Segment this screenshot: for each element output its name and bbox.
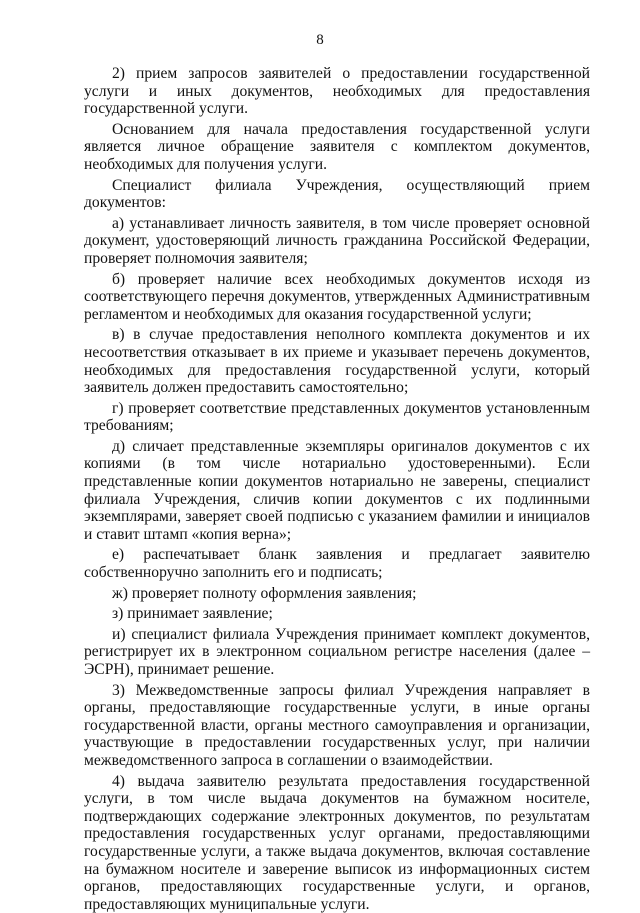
paragraph-item-3-interagency: 3) Межведомственные запросы филиал Учреждения направляет в органы, предоставляющие государственные услуги, в иные органы государственной власти, органы местного самоуправления и организации, участвующие в предоставлении государственных услуг, при наличии межведомственного запроса в соглашении о взаимодействии. xyxy=(84,681,590,769)
paragraph-basis: Основанием для начала предоставления государственной услуги является личное обращение заявителя с комплектом документов, необходимых для получения услуги. xyxy=(84,120,590,173)
document-body xyxy=(84,65,590,913)
paragraph-item-i: и) специалист филиала Учреждения принимает комплект документов, регистрирует их в электронном социальном регистре населения (далее – ЭСРН), принимает решение. xyxy=(84,625,590,678)
paragraph-item-g: г) проверяет соответствие представленных документов установленным требованиям; xyxy=(84,399,590,435)
paragraph-item-e: е) распечатывает бланк заявления и предлагает заявителю собственноручно заполнить его и подписать; xyxy=(84,546,590,582)
paragraph-item-v: в) в случае предоставления неполного комплекта документов и их несоответствия отказывает в их приеме и указывает перечень документов, необходимых для предоставления государственной услуги, который заявитель должен предоставить самостоятельно; xyxy=(84,326,590,397)
paragraph-item-4-issuance: 4) выдача заявителю результата предоставления государственной услуги, в том числе выдача документов на бумажном носителе, подтверждающих содержание электронных документов, по результатам предоставления государственных услуг органами, предоставляющими государственные услуги, а также выдача документов, включая составление на бумажном носителе и заверение выписок из информационных систем органов, предоставляющих государственные услуги, и органов, предоставляющих муниципальные услуги. xyxy=(84,772,590,913)
paragraph-item-b: б) проверяет наличие всех необходимых документов исходя из соответствующего перечня документов, утвержденных Административным регламентом и необходимых для оказания государственной услуги; xyxy=(84,270,590,323)
paragraph-item-d: д) сличает представленные экземпляры оригиналов документов с их копиями (в том числе нотариально удостоверенными). Если представленные копии документов нотариально не заверены, специалист филиала Учреждения, сличив копии документов с их подлинными экземплярами, заверяет своей подписью с указанием фамилии и инициалов и ставит штамп «копия верна»; xyxy=(84,437,590,543)
paragraph-item-a: а) устанавливает личность заявителя, в том числе проверяет основной документ, удостоверяющий личность гражданина Российской Федерации, проверяет полномочия заявителя; xyxy=(84,214,590,267)
page-number: 8 xyxy=(316,32,324,48)
paragraph-item-z: з) принимает заявление; xyxy=(112,605,273,623)
paragraph-item-2-requests: 2) прием запросов заявителей о предоставлении государственной услуги и иных документов, необходимых для предоставления государственной услуги. xyxy=(84,65,590,118)
paragraph-specialist-intro: Специалист филиала Учреждения, осуществляющий прием документов: xyxy=(84,176,590,212)
paragraph-item-zh: ж) проверяет полноту оформления заявления; xyxy=(112,584,417,602)
